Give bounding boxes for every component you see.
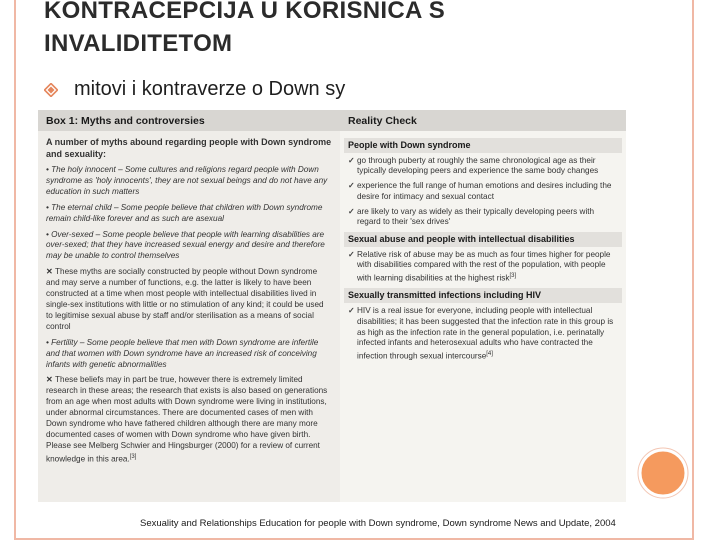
myths-heading: Box 1: Myths and controversies [38, 110, 340, 131]
scanned-figure [38, 110, 626, 502]
reality-item: ✓ go through puberty at roughly the same chronological age as their typically developing peers and experience the same body changes [348, 155, 599, 176]
myths-column [38, 110, 340, 502]
reality-item: ✓ are likely to vary as widely as their typically developing peers with regard to their 'sex drives' [348, 206, 595, 227]
decorative-circle-icon [637, 447, 689, 499]
check-icon: ✓ [348, 306, 355, 316]
bullet-text: mitovi i kontraverze o Down sy [74, 78, 346, 100]
check-icon: ✓ [348, 181, 355, 191]
reality-item: ✓ experience the full range of human emotions and desires including the desire for intimacy and sexual contact [348, 181, 612, 201]
x-mark-icon: ✕ [46, 375, 53, 385]
x-mark-icon: ✕ [46, 267, 53, 277]
source-caption: Sexuality and Relationships Education for people with Down syndrome, Down syndrome News and Update, 2004 [140, 518, 616, 529]
myths-lead: A number of myths abound regarding people with Down syndrome and sexuality: [46, 137, 332, 159]
myth-item: • The holy innocent – Some cultures and religions regard people with Down syndrome as 'holy innocents', they are not sexual beings and do not have any education in such matters [46, 165, 328, 196]
reality-item: ✓ Relative risk of abuse may be as much as four times higher for people with disabilities compared with the rest of the population, with people with learning disabilities at the highest risk[3] [348, 249, 611, 283]
myth-item: • The eternal child – Some people believe that children with Down syndrome remain child-like forever and as such are asexual [46, 202, 323, 223]
check-icon: ✓ [348, 249, 355, 259]
reality-item: ✓ HIV is a real issue for everyone, including people with intellectual disabilities; it has been suggested that the infection rate in this group is as high as the infection rate in the general population, i.e. perinatally infected infants and heterosexual adults who have contracted the infection through sexual intercourse[4] [348, 306, 614, 361]
check-icon: ✓ [348, 155, 355, 165]
check-icon: ✓ [348, 206, 355, 216]
myth-response: ✕ These myths are socially constructed by people without Down syndrome and may serve a number of functions, e.g. the latter is likely to have been constructed at a time when most people with intellectual disabilities lived in single-sex institutions with little or no stimulation of any kind; it could be used to legitimise sexual abuse by staff and/or sterilisation as a means of social control [46, 267, 324, 331]
bullet-diamond-icon [44, 83, 58, 97]
bullet-row [44, 78, 345, 101]
reality-section-title: Sexual abuse and people with intellectual disabilities [344, 232, 622, 247]
reality-column [340, 110, 626, 502]
myth-item: • Fertility – Some people believe that men with Down syndrome are infertile and that women with Down syndrome have an increased risk of conceiving infants with genetic abnormalities [46, 337, 319, 369]
reality-heading: Reality Check [340, 110, 626, 131]
reality-section-title: People with Down syndrome [344, 138, 622, 153]
myth-response: ✕ These beliefs may in part be true, however there is extremely limited research in these areas; the research that exists is also based on generations from an age when most adults with Down syndrome were living in institutions, under abnormal circumstances. There are documented cases of men with Down syndrome who have fathered children although there are many more documented cases of women with Down syndrome who have given birth. Please see Melberg Schwier and Hingsburger (2000) for a review of current knowledge in this area.[3] [46, 375, 328, 464]
slide-title: KONTRACEPCIJA U KORISNICA S INVALIDITETOM [44, 0, 446, 57]
myth-item: • Over-sexed – Some people believe that people with learning disabilities are over-sexed; that they have increased sexual energy and desire and therefore may be unable to control themselves [46, 229, 325, 261]
reality-section-title: Sexually transmitted infections including HIV [344, 288, 622, 303]
